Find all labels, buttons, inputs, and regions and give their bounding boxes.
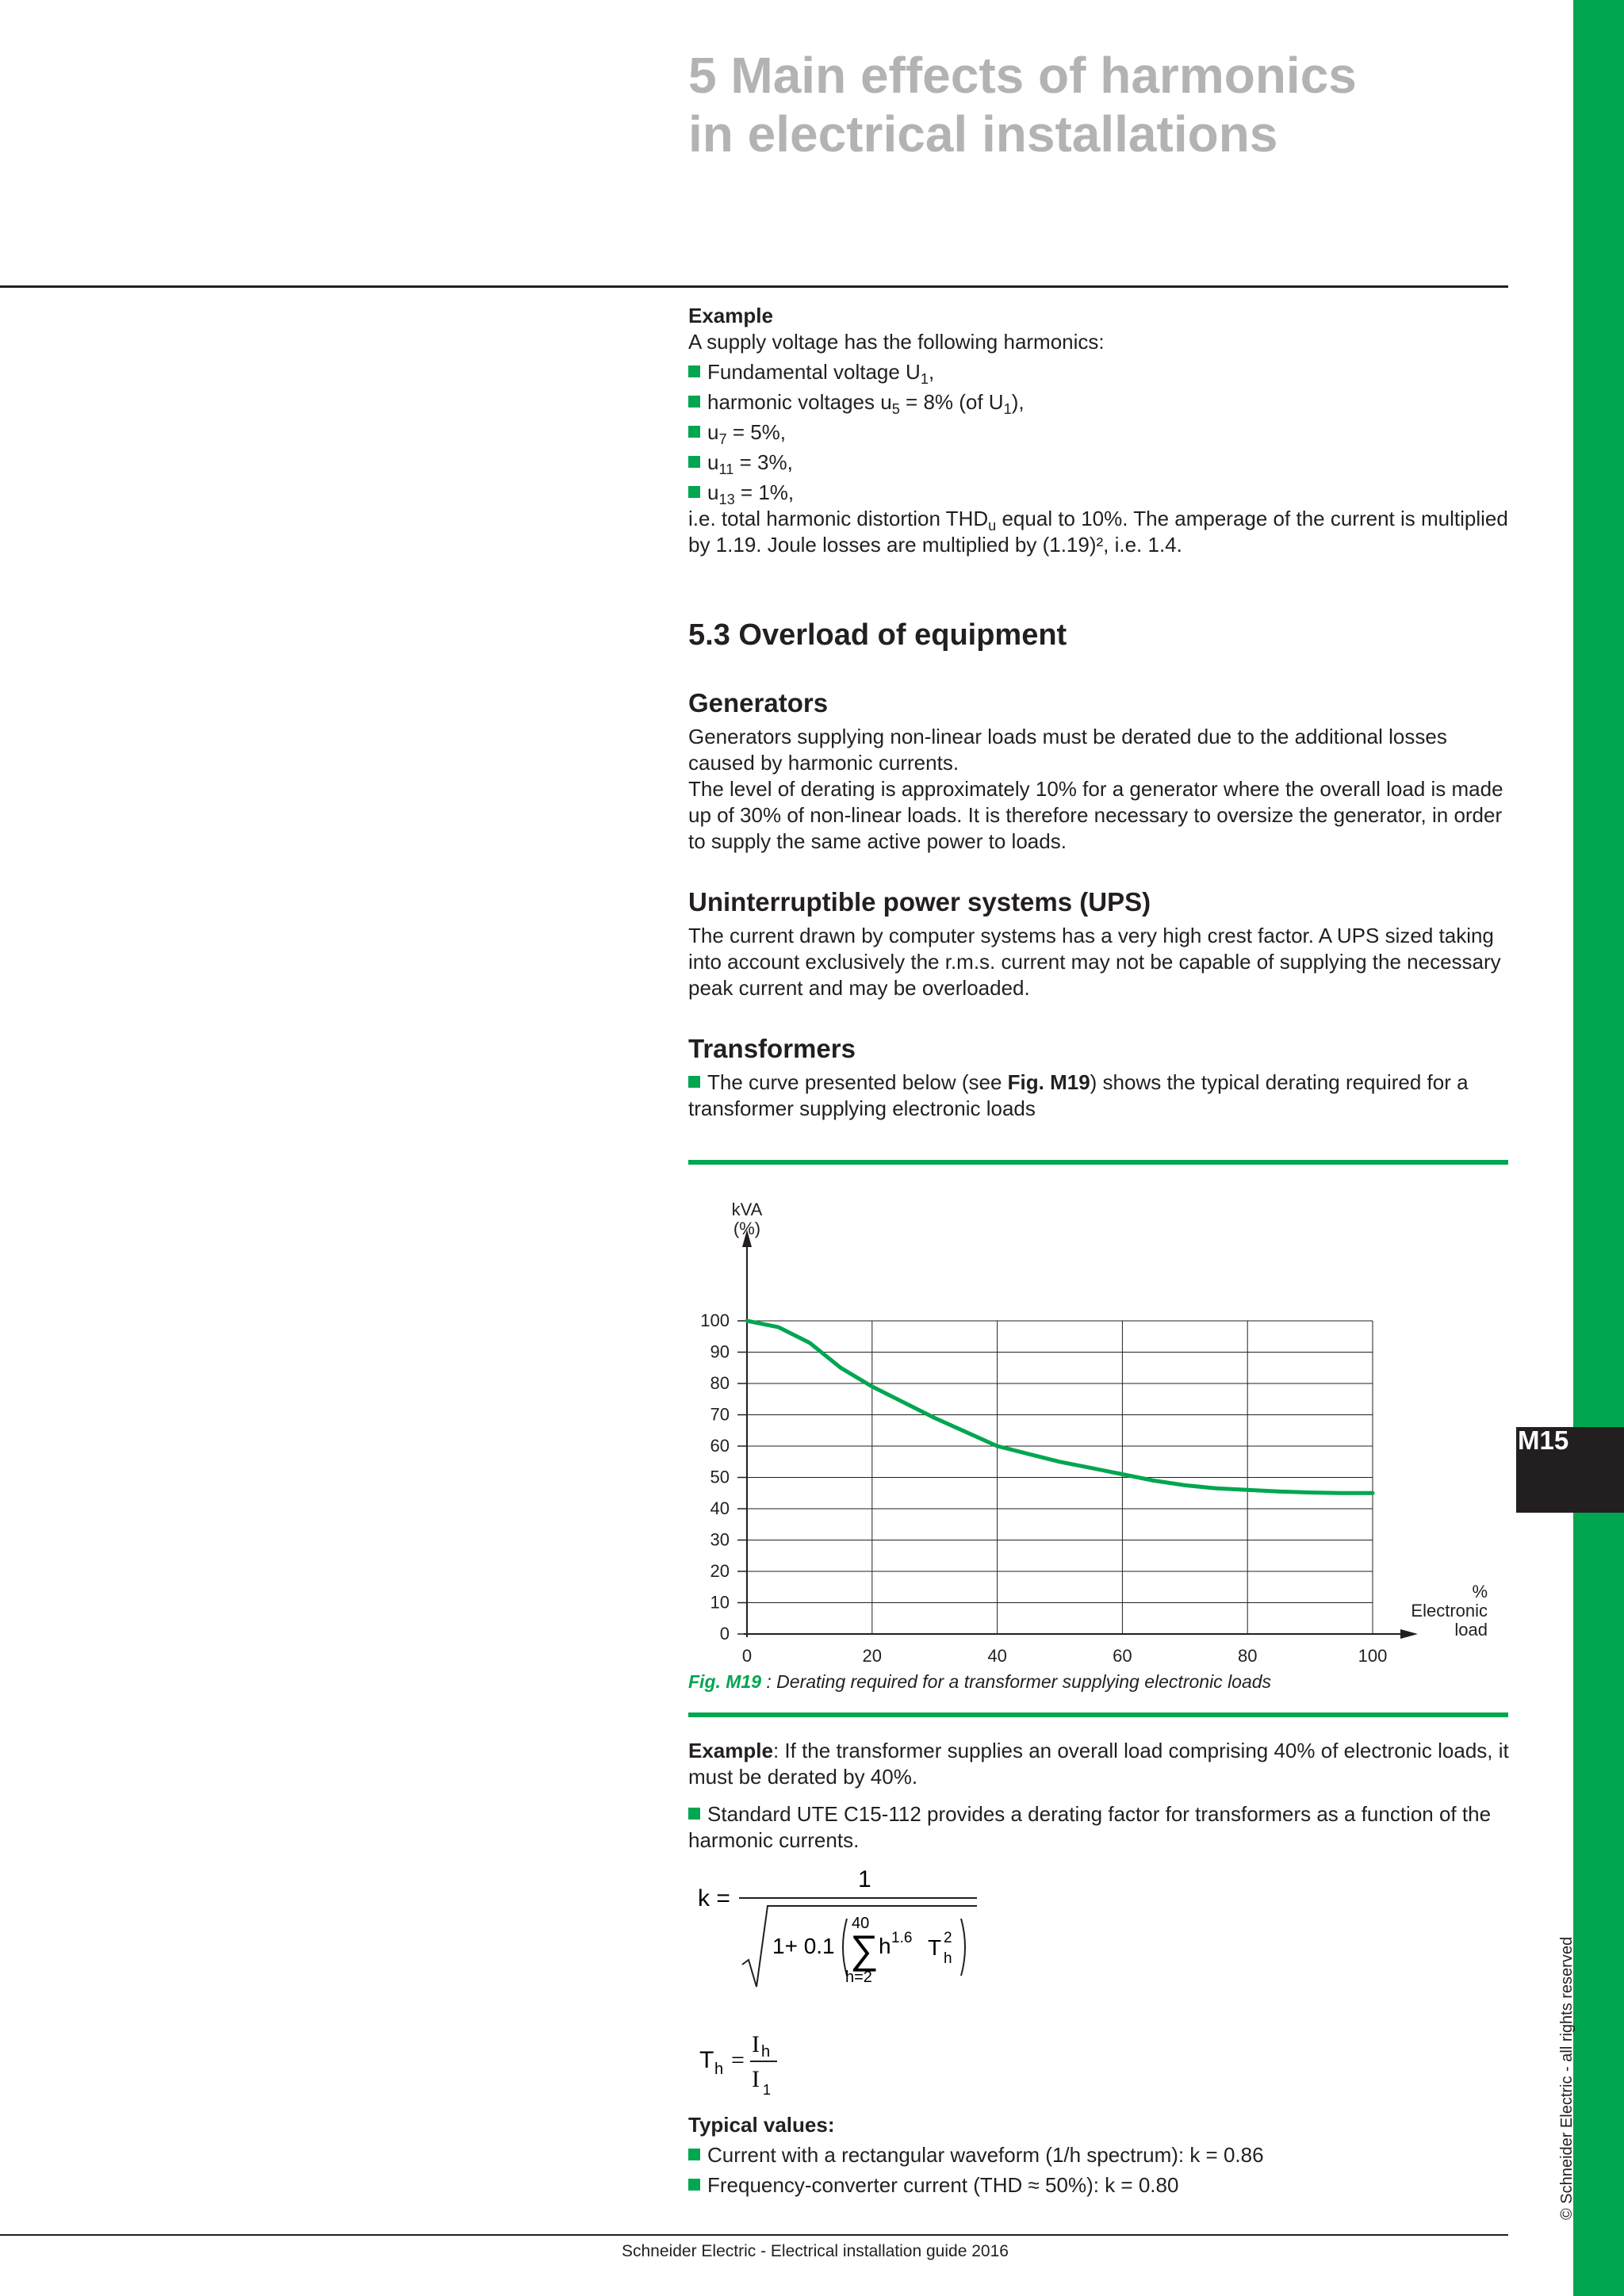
x-tick-label: 80 <box>1237 1646 1258 1664</box>
typical-values-heading: Typical values: <box>688 2113 835 2137</box>
list-item: harmonic voltages $u_5 = 8\%$ (of $U_1$), <box>688 389 1513 415</box>
x-tick-label: 40 <box>987 1646 1007 1664</box>
x-tick-label: 0 <box>741 1646 753 1664</box>
derating-factor-formula <box>688 1866 1021 2017</box>
list-item: Fundamental voltage $U_1$, <box>688 359 1513 385</box>
x-tick-label: 60 <box>1113 1646 1132 1664</box>
example-heading: Example <box>688 304 773 327</box>
example2-paragraph: Example: If the transformer supplies an overall load comprising 40% of electronic loads, it must be derated by 40%. <box>688 1739 1509 1789</box>
side-color-bar <box>1573 0 1624 2296</box>
x-axis-label-line1: % <box>1472 1582 1488 1601</box>
bullet-square-icon <box>688 2179 700 2191</box>
bullet-square-icon <box>688 486 700 498</box>
bullet-square-icon <box>688 456 700 468</box>
x-tick-label: 20 <box>862 1646 883 1664</box>
ups-heading: Uninterruptible power systems (UPS) <box>688 887 1151 916</box>
header-rule <box>0 285 1508 288</box>
list-item: Frequency-converter current (THD ≈ 50%): k = 0.80 <box>688 2172 1513 2198</box>
figure-caption: Fig. M19 : Derating required for a transformer supplying electronic loads <box>688 1671 1272 1692</box>
y-tick-label: 30 <box>710 1529 730 1550</box>
list-item: Current with a rectangular waveform (1/h spectrum): k = 0.86 <box>688 2142 1513 2168</box>
y-tick-label: 20 <box>710 1561 730 1581</box>
derating-chart <box>688 1181 1508 1664</box>
bullet-square-icon <box>688 2149 700 2160</box>
right-paren <box>961 1919 965 1976</box>
y-tick-label: 0 <box>719 1624 730 1644</box>
formula-numerator: 1 <box>858 1866 871 1892</box>
bullet-square-icon <box>688 1076 700 1088</box>
list-item: $u_7 = 5\%$, <box>688 419 1513 446</box>
th-equals: = <box>731 2047 745 2073</box>
chapter-title <box>688 46 1481 163</box>
derating-curve <box>747 1321 1373 1493</box>
bullet-square-icon <box>688 426 700 438</box>
bullet-square-icon <box>688 365 700 377</box>
generators-heading: Generators <box>688 688 829 718</box>
x-axis-arrow-icon <box>1400 1629 1418 1639</box>
x-tick-label: 100 <box>1358 1646 1388 1664</box>
x-axis-label-line2: Electronic <box>1411 1601 1488 1621</box>
th-formula <box>688 2023 847 2103</box>
transformers-bullet: The curve presented below (see Fig. M19) shows the typical derating required for a transformer supplying electronic loads <box>688 1070 1469 1120</box>
sum-upper-limit: 40 <box>852 1915 870 1932</box>
th-numerator: I <box>752 2031 760 2057</box>
formula-h-exponent: 1.6 <box>891 1930 913 1946</box>
figure-top-rule <box>688 1160 1508 1165</box>
standard-bullet: Standard UTE C15-112 provides a derating factor for transformers as a function of the harmonic currents. <box>688 1802 1492 1852</box>
x-axis-label-line3: load <box>1454 1620 1488 1640</box>
figure-bottom-rule <box>688 1712 1508 1717</box>
list-item: $u_{11} = 3\%$, <box>688 450 1513 476</box>
page-footer: Schneider Electric - Electrical installation guide 2016 <box>622 2242 1009 2260</box>
copyright-notice: © Schneider Electric - all rights reserved <box>1558 1936 1576 2220</box>
formula-T: T <box>928 1935 942 1960</box>
bullet-square-icon <box>688 396 700 408</box>
section-title: 5.3 Overload of equipment <box>688 618 1067 652</box>
y-tick-label: 100 <box>700 1311 730 1330</box>
y-axis-label-line1: kVA <box>731 1200 763 1219</box>
list-item: $u_{13} = 1\%$, <box>688 480 1513 506</box>
formula-T-exponent: 2 <box>944 1930 952 1946</box>
chapter-title-line2: in electrical installations <box>688 105 1278 163</box>
y-tick-label: 90 <box>710 1341 730 1362</box>
generators-paragraph-1: Generators supplying non-linear loads must be derated due to the additional losses caused by harmonic currents. <box>688 725 1447 775</box>
chapter-title-line1: 5 Main effects of harmonics <box>688 47 1357 104</box>
main-content <box>688 303 1513 2198</box>
y-tick-label: 70 <box>710 1404 730 1425</box>
page-tab-label: M15 <box>1518 1425 1569 1455</box>
th-lhs-subscript: h <box>714 2061 724 2078</box>
th-denominator: I <box>752 2066 760 2092</box>
y-axis-label-line2: (%) <box>733 1219 761 1238</box>
example-intro: A supply voltage has the following harmonics: <box>688 330 1105 354</box>
sum-lower-limit: h=2 <box>845 1969 872 1986</box>
example-conclusion: i.e. total harmonic distortion $THD_u$ equal to 10%. The amperage of the current is multiplied by 1.19. Joule losses are multiplied by (1.19)², i.e. 1.4. <box>688 507 1508 557</box>
ups-paragraph: The current drawn by computer systems has a very high crest factor. A UPS sized taking into account exclusively the r.m.s. current may not be capable of supplying the necessary peak current and may be overloaded. <box>688 924 1501 1000</box>
formula-k: k = <box>698 1885 730 1911</box>
summation-icon: ∑ <box>850 1927 879 1972</box>
generators-paragraph-2: The level of derating is approximately 10% for a generator where the overall load is made up of 30% of non-linear loads. It is therefore necessary to oversize the generator, in order to supply the same active power to loads. <box>688 777 1503 853</box>
left-paren <box>843 1919 847 1976</box>
figure <box>688 1160 1513 1717</box>
th-denominator-subscript: 1 <box>763 2082 772 2098</box>
y-tick-label: 50 <box>710 1467 730 1487</box>
formula-T-subscript: h <box>944 1950 952 1967</box>
th-lhs: T <box>699 2047 714 2073</box>
footer-rule <box>0 2234 1508 2236</box>
formula-one-plus: 1+ 0.1 <box>772 1934 835 1958</box>
bullet-square-icon <box>688 1808 700 1820</box>
y-tick-label: 80 <box>710 1373 730 1393</box>
transformers-heading: Transformers <box>688 1034 856 1063</box>
y-tick-label: 40 <box>710 1498 730 1518</box>
y-tick-label: 10 <box>710 1592 730 1613</box>
y-tick-label: 60 <box>710 1436 730 1456</box>
formula-h: h <box>879 1934 891 1958</box>
th-numerator-subscript: h <box>761 2043 771 2061</box>
